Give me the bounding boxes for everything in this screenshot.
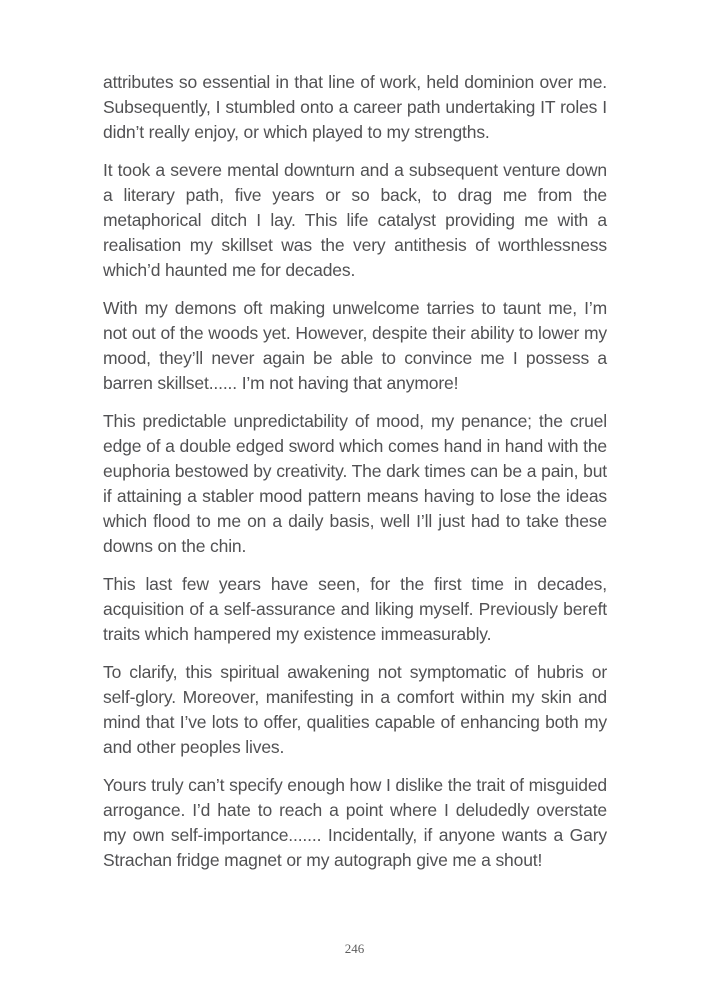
body-paragraph: attributes so essential in that line of work, held dominion over me. Subsequently, I stumbled onto a career path undertaking IT roles I didn’t really enjoy, or which played to my strengths.	[103, 72, 607, 142]
body-paragraph: This last few years have seen, for the first time in decades, acquisition of a self-assurance and liking myself. Previously bereft traits which hampered my existence immeasurably.	[103, 574, 607, 644]
body-paragraph: With my demons oft making unwelcome tarries to taunt me, I’m not out of the woods yet. However, despite their ability to lower my mood, they’ll never again be able to convince me I possess a barren skillset...... I’m not having that anymore!	[103, 298, 607, 393]
body-paragraph: To clarify, this spiritual awakening not symptomatic of hubris or self-glory. Moreover, manifesting in a comfort within my skin and mind that I’ve lots to offer, qualities capable of enhancing both my and other peoples lives.	[103, 662, 607, 757]
page-body-text	[103, 70, 607, 886]
body-paragraph: It took a severe mental downturn and a subsequent venture down a literary path, five years or so back, to drag me from the metaphorical ditch I lay. This life catalyst providing me with a realisation my skillset was the very antithesis of worthlessness which’d haunted me for decades.	[103, 160, 607, 280]
page-number: 246	[344, 941, 365, 956]
body-paragraph: Yours truly can’t specify enough how I dislike the trait of misguided arrogance. I’d hate to reach a point where I deludedly overstate my own self-importance....... Incidentally, if anyone wants a Gary Strachan fridge magnet or my autograph give me a shout!	[103, 775, 607, 870]
body-paragraph: This predictable unpredictability of mood, my penance; the cruel edge of a double edged sword which comes hand in hand with the euphoria bestowed by creativity. The dark times can be a pain, but if attaining a stabler mood pattern means having to lose the ideas which flood to me on a daily basis, well I’ll just had to take these downs on the chin.	[103, 411, 607, 556]
